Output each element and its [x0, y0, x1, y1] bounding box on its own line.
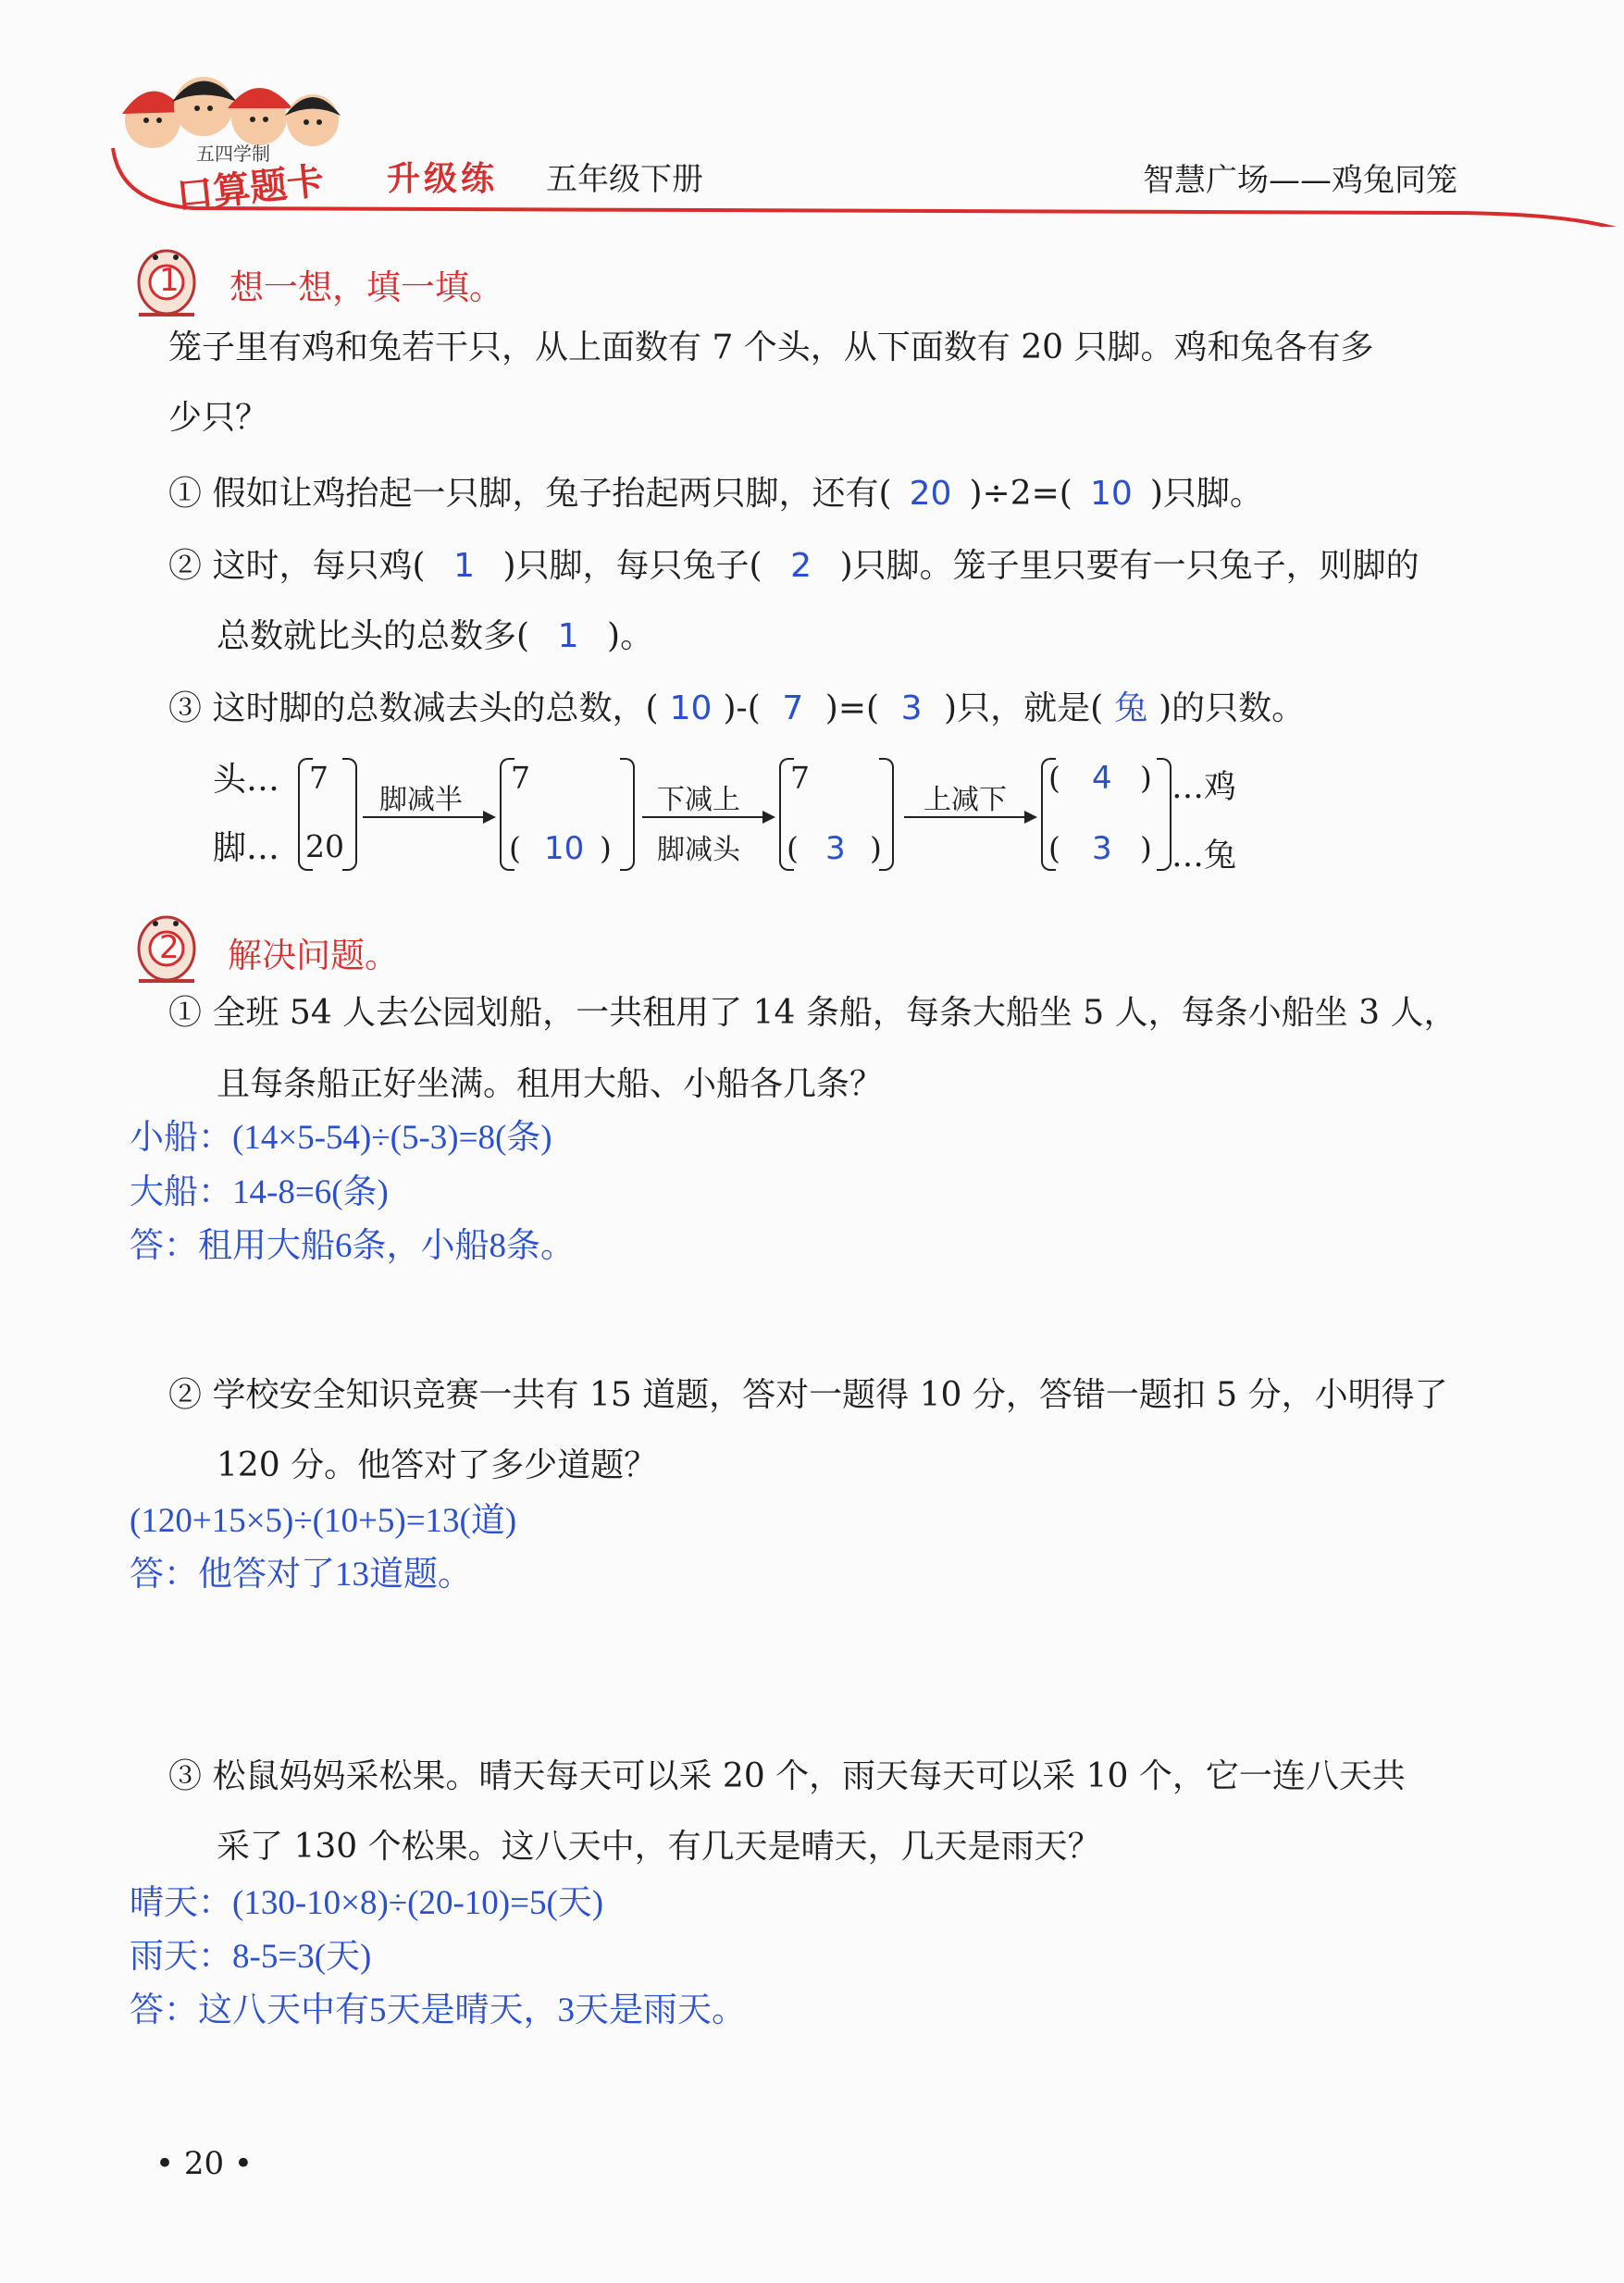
step3-marker: ③ — [168, 689, 203, 727]
step2-line2 — [217, 618, 653, 655]
matrix3-bottom-open: ( — [787, 830, 799, 866]
arrow1-label: 脚减半 — [379, 784, 463, 816]
matrix4-top[interactable]: 4 — [1092, 760, 1112, 797]
step1-answer-1[interactable]: 20 — [909, 475, 952, 513]
matrix4-bottom[interactable]: 3 — [1092, 830, 1112, 867]
p2-line2: 120 分。他答对了多少道题？ — [217, 1446, 658, 1484]
p1-answer-2[interactable]: 大船：14-8=6(条) — [130, 1173, 389, 1211]
matrix1-top: 7 — [309, 760, 329, 796]
p1-line1 — [168, 995, 1457, 1032]
problem-line1: 笼子里有鸡和兔若干只，从上面数有 7 个头，从下面数有 20 只脚。鸡和兔各有多 — [168, 329, 1374, 366]
matrix2-right-bracket — [620, 758, 635, 871]
chicken-label: …鸡 — [1172, 769, 1237, 806]
p1-text-line1: 全班 54 人去公园划船，一共租用了 14 条船，每条大船坐 5 人，每条小船坐 3 人， — [212, 994, 1457, 1032]
p1-line2: 且每条船正好坐满。租用大船、小船各几条？ — [217, 1065, 884, 1103]
step2-text-e: )。 — [607, 617, 654, 655]
matrix1-right-bracket — [342, 758, 357, 871]
p1-answer-3[interactable]: 答：租用大船6条，小船8条。 — [130, 1227, 575, 1265]
p3-text-line1: 松鼠妈妈采松果。晴天每天可以采 20 个，雨天每天可以采 10 个，它一连八天共 — [212, 1757, 1406, 1795]
step3-text-c: )=( — [824, 689, 880, 727]
step2-answer-3[interactable]: 1 — [557, 617, 579, 655]
p3-answer-2[interactable]: 雨天：8-5=3(天) — [130, 1938, 372, 1976]
page-number: • 20 • — [155, 2145, 253, 2182]
matrix2-bottom[interactable]: 10 — [544, 830, 585, 867]
p3-line1 — [168, 1758, 1406, 1795]
arrow2-icon — [640, 808, 779, 826]
matrix4-top-close: ) — [1140, 760, 1152, 796]
matrix2-bottom-open: ( — [509, 830, 521, 866]
matrix4-right-bracket — [1157, 758, 1172, 871]
p3-answer-1[interactable]: 晴天：(130-10×8)÷(20-10)=5(天) — [130, 1884, 604, 1922]
step2-line1 — [168, 548, 1419, 585]
problem-line2: 少只？ — [168, 399, 269, 437]
step3-answer-2[interactable]: 7 — [782, 689, 804, 727]
p2-answer-2[interactable]: 答：他答对了13道题。 — [130, 1556, 472, 1594]
step3-text-d: )只，就是( — [944, 689, 1104, 727]
p2-text-line1: 学校安全知识竞赛一共有 15 道题，答对一题得 10 分，答错一题扣 5 分，小明得了 — [212, 1376, 1448, 1414]
matrix1-bottom: 20 — [305, 828, 344, 864]
brand-top-label: 五四学制 — [196, 143, 270, 165]
p2-answer-1[interactable]: (120+15×5)÷(10+5)=13(道) — [130, 1502, 517, 1540]
matrix4-top-open: ( — [1048, 760, 1060, 796]
step1-marker: ① — [168, 475, 203, 513]
step1-text-a: 假如让鸡抬起一只脚，兔子抬起两只脚，还有( — [212, 475, 892, 513]
arrow3-label: 上减下 — [924, 784, 1007, 816]
header-curve-divider — [102, 139, 1624, 227]
arrow2-label-top: 下减上 — [657, 784, 740, 816]
p2-marker: ② — [168, 1376, 203, 1414]
step1 — [168, 476, 1263, 513]
step3-text-b: )-( — [723, 689, 761, 727]
p3-answer-3[interactable]: 答：这八天中有5天是晴天，3天是雨天。 — [130, 1991, 746, 2029]
section1-title: 想一想，填一填。 — [229, 267, 503, 307]
matrix3-bottom-close: ) — [870, 830, 882, 866]
step2-marker: ② — [168, 547, 203, 585]
step2-text-a: 这时，每只鸡( — [212, 547, 426, 585]
step1-text-b: )÷2=( — [969, 475, 1072, 513]
matrix2-bottom-close: ) — [600, 830, 612, 866]
step1-answer-2[interactable]: 10 — [1089, 475, 1133, 513]
step2-text-b: )只脚，每只兔子( — [502, 547, 762, 585]
step1-text-c: )只脚。 — [1149, 475, 1263, 513]
arrow3-icon — [902, 808, 1041, 826]
matrix2-top: 7 — [511, 760, 530, 796]
step3 — [168, 690, 1305, 727]
matrix4-bottom-open: ( — [1048, 830, 1060, 866]
topic-label: 智慧广场——鸡兔同笼 — [1143, 162, 1457, 199]
series-label: 升级练 — [387, 160, 499, 198]
p2-line1 — [168, 1377, 1448, 1414]
p3-marker: ③ — [168, 1757, 203, 1795]
section2-number: 2 — [159, 929, 180, 966]
section2-title: 解决问题。 — [228, 936, 399, 975]
matrix4-bottom-close: ) — [1140, 830, 1152, 866]
brand-main-label: 口算题卡 — [174, 159, 327, 218]
p1-marker: ① — [168, 994, 203, 1032]
step2-answer-1[interactable]: 1 — [453, 547, 475, 585]
foot-label: 脚… — [213, 829, 280, 867]
matrix3-top: 7 — [790, 760, 810, 796]
matrix3-bottom[interactable]: 3 — [825, 830, 846, 867]
arrow1-icon — [361, 808, 500, 826]
rabbit-label: …兔 — [1172, 838, 1237, 875]
grade-label: 五年级下册 — [546, 161, 703, 198]
step3-answer-1[interactable]: 10 — [669, 689, 713, 727]
step2-text-d: 总数就比头的总数多( — [217, 617, 530, 655]
section1-number: 1 — [159, 262, 180, 299]
reasoning-diagram — [213, 754, 1277, 884]
step3-text-a: 这时脚的总数减去头的总数，( — [212, 689, 659, 727]
p1-answer-1[interactable]: 小船：(14×5-54)÷(5-3)=8(条) — [130, 1119, 552, 1157]
step2-text-c: )只脚。笼子里只要有一只兔子，则脚的 — [839, 547, 1419, 585]
step3-text-e: )的只数。 — [1159, 689, 1306, 727]
p3-line2: 采了 130 个松果。这八天中，有几天是晴天，几天是雨天？ — [217, 1828, 1101, 1866]
header — [0, 0, 1624, 222]
step3-answer-4[interactable]: 兔 — [1114, 689, 1148, 727]
head-label: 头… — [213, 761, 280, 799]
step2-answer-2[interactable]: 2 — [790, 547, 812, 585]
arrow2-label-bottom: 脚减头 — [657, 834, 740, 866]
step3-answer-3[interactable]: 3 — [900, 689, 923, 727]
